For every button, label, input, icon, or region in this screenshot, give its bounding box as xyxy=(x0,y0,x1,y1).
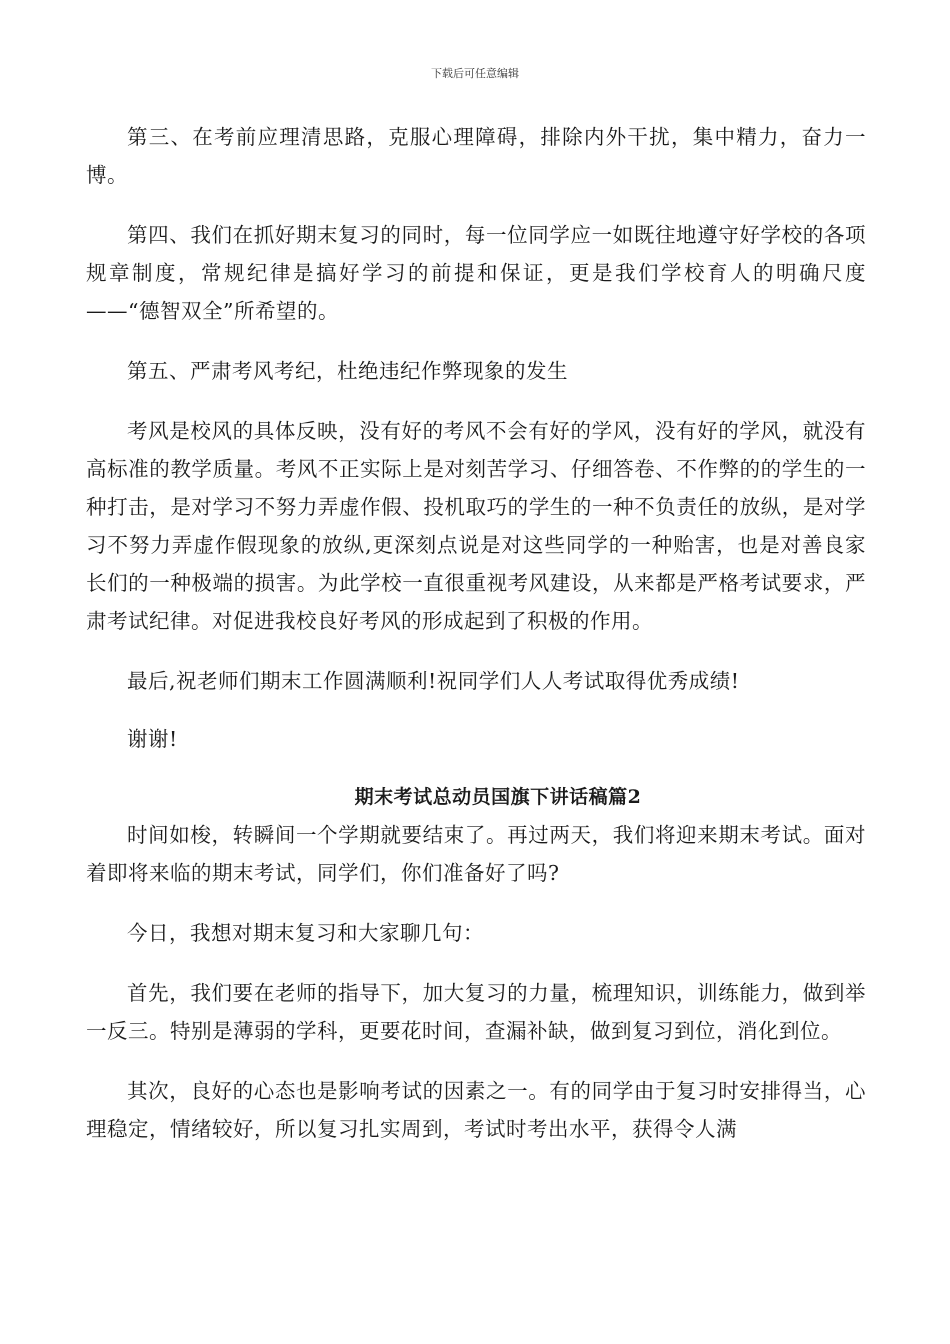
paragraph: 其次，良好的心态也是影响考试的因素之一。有的同学由于复习时安排得当，心理稳定，情绪较好，所以复习扎实周到，考试时考出水平，获得令人满 xyxy=(86,1079,866,1141)
paragraph: 谢谢! xyxy=(127,727,178,751)
paragraph: 第五、严肃考风考纪，杜绝违纪作弊现象的发生 xyxy=(127,359,568,383)
paragraph: 首先，我们要在老师的指导下，加大复习的力量，梳理知识，训练能力，做到举一反三。特别是薄弱的学科，更要花时间，查漏补缺，做到复习到位，消化到位。 xyxy=(86,981,866,1043)
paragraph: 今日，我想对期末复习和大家聊几句： xyxy=(127,921,484,945)
paragraph: 第四、我们在抓好期末复习的同时，每一位同学应一如既往地遵守好学校的各项规章制度，常规纪律是搞好学习的前提和保证，更是我们学校育人的明确尺度——“德智双全”所希望的。 xyxy=(86,223,866,323)
section-title: 期末考试总动员国旗下讲话稿篇2 xyxy=(354,786,642,808)
document-body xyxy=(86,118,866,1148)
paragraph: 考风是校风的具体反映，没有好的考风不会有好的学风，没有好的学风，就没有高标准的教学质量。考风不正实际上是对刻苦学习、仔细答卷、不作弊的的学生的一种打击，是对学习不努力弄虚作假、投机取巧的学生的一种不负责任的放纵，是对学习不努力弄虚作假现象的放纵,更深刻点说是对这些同学的一种贻害，也是对善良家长们的一种极端的损害。为此学校一直很重视考风建设，从来都是严格考试要求，严肃考试纪律。对促进我校良好考风的形成起到了积极的作用。 xyxy=(86,419,866,633)
header-note: 下载后可任意编辑 xyxy=(431,67,519,80)
paragraph: 时间如梭，转瞬间一个学期就要结束了。再过两天，我们将迎来期末考试。面对着即将来临的期末考试，同学们，你们准备好了吗? xyxy=(86,823,866,885)
paragraph: 最后,祝老师们期末工作圆满顺利!祝同学们人人考试取得优秀成绩! xyxy=(127,669,740,693)
paragraph: 第三、在考前应理清思路，克服心理障碍，排除内外干扰，集中精力，奋力一博。 xyxy=(86,125,866,187)
